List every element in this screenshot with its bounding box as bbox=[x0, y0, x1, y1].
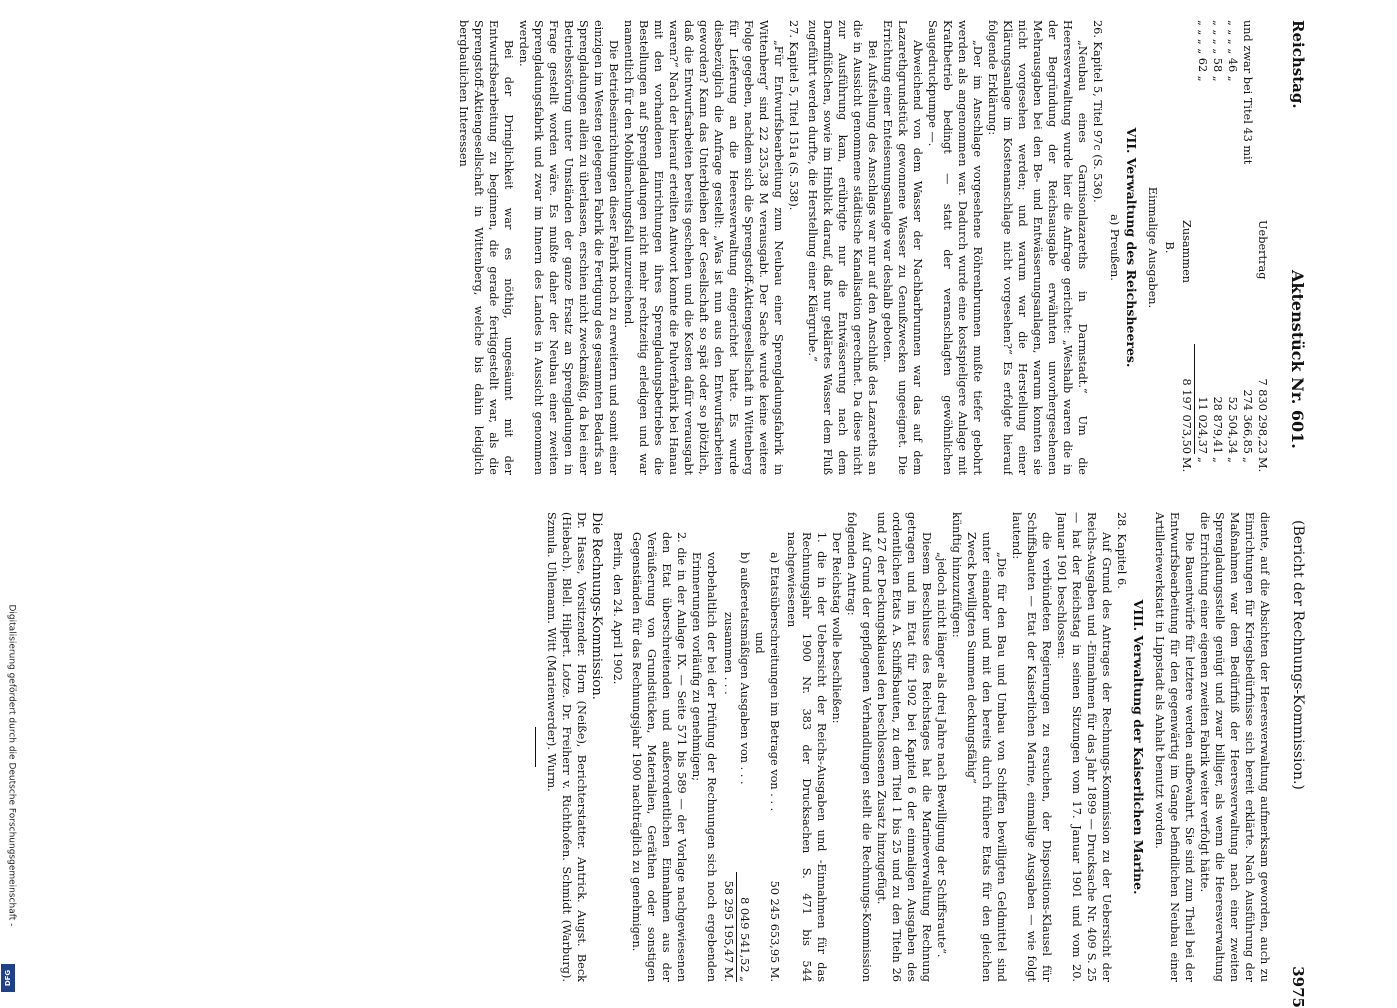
header-note: (Bericht der Rechnungs-Kommission.) bbox=[1290, 520, 1306, 790]
motion-intro: Der Reichstag wolle beschließen: bbox=[830, 532, 843, 724]
item-28-text: Auf Grund des Antrages der Rechnungs-Kommission zu der Uebersicht der Reichs-Ausgaben und -Einnahmen für das Jahr 1899 — Drucksache Nr. 409 S. 25 — hat der Reichstag in seinen Sitzungen vom 17. Januar 1901 und vom 20. Januar 1901 beschlossen: bbox=[1055, 512, 1113, 982]
signatures: Dr. Hasse, Vorsitzender. Horn (Neiße), Berichterstatter. Antrick. Augst. Beck (Hiebach). Blell. Hilpert. Lotze. Dr. Freiherr v. Richthofen. Schmidt (Warburg). Szmula. Uhlemann. Witt (Marienwerder). Wurm. bbox=[545, 512, 588, 982]
zusammen-amount: 58 295 195,47 M. bbox=[721, 872, 737, 982]
item-26-paragraph-c: Bei Aufstellung des Anschlags war nur auf den Anschluß des Lazareths an die in Aussicht genommene städtische Kanalisation gerechnet. Da diese nicht zur Ausführung kam, erübrigte nur die Entwässerung nach dem Darmflüßchen, sowie im Hinblick darauf, daß nur geklärtes Wasser dem Fluß zugeführt werden durfte, die Herstellung einer Klärgrube.“ bbox=[806, 20, 879, 475]
place-date: Berlin, den 24. April 1902. bbox=[611, 532, 624, 685]
closing-rule bbox=[535, 727, 536, 767]
item-1b-label: b) außeretatsmäßigen Ausgaben von . . . bbox=[738, 552, 751, 785]
row-amount: 28 879,41 bbox=[1211, 396, 1224, 454]
section-b: B. bbox=[1163, 241, 1176, 254]
row-unit: M. bbox=[1180, 457, 1194, 473]
item-28-quote-4: „jedoch nicht länger als drei Jahre nach Bewilligung der Schiffsraute“. bbox=[935, 552, 948, 958]
column-right bbox=[112, 512, 1272, 982]
row-label: Zusammen bbox=[1180, 220, 1194, 284]
row-label: „ „ „ „ 58 „ bbox=[1211, 20, 1224, 82]
page-number: 3975 bbox=[1289, 966, 1307, 1008]
dfg-logo bbox=[1, 964, 15, 992]
item-28-quote-2: „Die für den Bau und Umbau von Schiffen bewilligten Geldmittel sind unter einander und mit den bereits durch frühere Etats für den gleichen Zweck bewilligten Summen deckungsfähig“ bbox=[965, 532, 1008, 982]
digitization-credit: Digitalisierung gefördert durch die Deutsche Forschungsgemeinschaft - bbox=[6, 604, 17, 927]
motion-amounts-table bbox=[721, 512, 782, 982]
row-amount: 8 197 073,50 bbox=[1179, 344, 1195, 454]
table-row bbox=[1225, 20, 1240, 475]
item-27-paragraph-b: Die Betriebseinrichtungen dieser Fabrik noch zu erweitern und somit einer einzigen im Westen gelegenen Fabrik die Fertigung des gesammten Bedarfs an Sprengladungen allein zu überlassen, erschien nicht zweckmäßig, da bei einer Betriebsstörung unter Umständen der ganze Ersatz an Sprengladungen in Frage gestellt worden wäre. Es mußte daher der Neubau einer zweiten Sprengladungsfabrik und zwar im Innern des Landes in Aussicht genommen werden. bbox=[517, 20, 620, 475]
row-unit: „ bbox=[1226, 457, 1239, 463]
table-row bbox=[1179, 20, 1195, 475]
item-27-title: 27. Kapitel 5, Titel 151a (S. 538). bbox=[787, 20, 800, 211]
row-label: „ „ „ „ 46 „ bbox=[1226, 20, 1239, 82]
header-document-number: Aktenstück Nr. 601. bbox=[1288, 270, 1307, 449]
row-amount: 7 830 298,23 bbox=[1256, 378, 1269, 454]
row-label: „ „ „ „ 62 „ bbox=[1196, 20, 1209, 82]
item-28-paragraph-b: Diesem Beschlusse des Reichstages hat die Marineverwaltung Rechnung getragen und im Etat für 1902 bei Kapitel 6 der einmaligen Ausgaben des ordentlichen Etats A. Schiffsbauten, zu dem Titel 1 bis 25 und zu den Titeln 26 und 27 der Deckungsklausel den beschlossenen Zusatz hinzugefügt. bbox=[875, 512, 933, 982]
commission-title: Die Rechnungs-Kommission. bbox=[589, 512, 604, 700]
zusammen-label: zusammen . . . bbox=[722, 612, 736, 695]
einmalige-ausgaben: Einmalige Ausgaben. bbox=[1146, 186, 1159, 309]
item-1b-amount: 8 049 541,52 „ bbox=[738, 897, 751, 982]
item-26-quote: „Der im Anschlage vorgesehene Röhrenbrunnen mußte tiefer gebohrt werden als angenommen war. Dadurch wurde eine kostspieligere Anlage mit Kraftbetrieb bedingt — statt der veranschlagten gewöhnlichen Saugedruckpumpe —. bbox=[926, 20, 984, 475]
item-27-paragraph-c: Bei der Dringlichkeit war es nöthig, ungesäumt mit der Entwurfsbearbeitung zu beginnen, die gerade fertiggestellt war, als die Sprengstoff-Aktiengesellschaft in Wittenberg, welche bis dahin lediglich bergbaulichen Interessen bbox=[457, 20, 515, 475]
item-28-title: 28. Kapitel 6. bbox=[1115, 512, 1128, 589]
item-26-paragraph-b: Abweichend von dem Wasser der Nachbarbrunnen war das auf dem Lazarethgrundstück gewonnene Wasser zu Genußzwecken ungeeignet. Die Errichtung einer Enteisenungsanlage war deshalb geboten. bbox=[881, 20, 924, 475]
row-unit: „ bbox=[1241, 457, 1254, 463]
item-26-text: „Neubau eines Garnisonlazareths in Darmstadt.“ Um die Heeresverwaltung wurde hier die Anfrage gerichtet: „Weshalb waren die in der Begründung der Reichsausgabe erwähnten unvorhergesehenen Mehrausgaben bei den Be- und Entwässerungsanlagen, warum konnten sie nicht vorgesehen werden; und warum war die Herstellung einer Klärungsanlage im Kostenanschlage nicht vorgesehen?“ Es erfolgte hierauf folgende Erklärung: bbox=[986, 20, 1089, 475]
row-unit: „ bbox=[1211, 457, 1224, 463]
item-1a-amount: 50 245 653,95 M. bbox=[768, 880, 781, 982]
item-1a-label: a) Etatsüberschreitungen im Betrage von . . . bbox=[768, 552, 781, 812]
motion-item-2: 2. die in der Anlage IX. — Seite 571 bis 589 — der Vorlage nachgewiesenen den Etat überschreitenden und außerordentlichen Einnahmen aus der Veräußerung von Grundstücken, Materialien, Geräthen oder sonstigen Gegenständen für das Rechnungsjahr 1900 nachträglich zu genehmigen. bbox=[630, 532, 688, 982]
row-unit: M. bbox=[1256, 457, 1269, 473]
row-amount: 52 504,34 bbox=[1226, 396, 1239, 454]
und-label: und bbox=[753, 632, 766, 654]
item-26-title: 26. Kapitel 5, Titel 97c (S. 536). bbox=[1091, 20, 1104, 203]
table-row bbox=[1210, 20, 1225, 475]
item-28-quote-3: künftig hinzuzufügen: bbox=[950, 512, 963, 638]
motion-item-1-rest: vorbehaltlich der bei der Prüfung der Rechnungen sich noch ergebenden Erinnerungen vorläufig zu genehmigen; bbox=[690, 552, 718, 982]
row-label: und zwar bei Titel 43 mit bbox=[1241, 20, 1254, 165]
continued-text: diente, auf die Absichten der Heeresverwaltung aufmerksam geworden, auch zu Einrichtungen für Kriegsbedürfnisse sich bereit erklärte. Nach Ausführung der Maßnahmen war dem Bedürfniß der Heeresverwaltung nach einer zweiten Sprengladungsstelle genügt und zwar billiger, als wenn die Heeresverwaltung die Errichtung einer eigenen zweiten Fabrik weiter verfolgt hätte. bbox=[1198, 512, 1271, 982]
row-amount: 11 024,37 bbox=[1196, 396, 1209, 454]
item-28-quote: die verbündeten Regierungen zu ersuchen, der Dispositions-Klausel für Schiffsbauten — Etat der Kaiserlichen Marine, einmalige Ausgaben — wie folgt lautend: bbox=[1010, 512, 1053, 982]
table-row bbox=[1255, 20, 1270, 475]
row-unit: „ bbox=[1196, 457, 1209, 463]
row-label: Uebertrag bbox=[1256, 220, 1269, 280]
table-row bbox=[1240, 20, 1255, 475]
dfg-logo-text: DFG bbox=[4, 969, 12, 987]
header-left: Reichstag. bbox=[1289, 20, 1307, 109]
row-amount: 274 366,85 bbox=[1241, 389, 1254, 454]
table-row bbox=[1195, 20, 1211, 475]
digitization-sidebar bbox=[2, 605, 20, 995]
summary-table bbox=[1179, 20, 1270, 475]
page-header bbox=[1281, 0, 1307, 1008]
heading-vii: VII. Verwaltung des Reichsheeres. bbox=[1124, 127, 1139, 368]
item-28-paragraph-c: Auf Grund der gepflogenen Verhandlungen stellt die Rechnungs-Kommission folgenden Antrag: bbox=[845, 512, 873, 982]
continued-text-2: Die Bauentwürfe für letztere werden aufbewahrt. Sie sind zum Theil bei der Entwurfsbearbeitung für den gegenwärtig im Gange befindlichen Neubau einer Artilleriewerkstatt in Lippstadt als Anhalt benutzt worden. bbox=[1153, 512, 1196, 982]
sub-prussia: a) Preußen. bbox=[1108, 214, 1121, 281]
item-27-text: „Für Entwurfsbearbeitung zum Neubau einer Sprengladungsfabrik in Wittenberg“ sind 22 235,38 M verausgabt. Der Sache wurde keine weitere Folge gegeben, nachdem sich die Sprengstoff-Aktiengesellschaft in Wittenberg für Lieferung an die Heeresverwaltung eingerichtet hatte. Es wurde diesbezüglich die Anfrage gestellt: „Was ist nun aus den Entwurfsarbeiten geworden? Kann das Unterbleiben der Gesellschaft so spät oder so plötzlich, daß die Entwurfsarbeiten bereits geschehen und die Kosten dafür verausgabt waren?“ Nach der hierauf erteilten Antwort konnte die Pulverfabrik bei Hanau mit den vorhandenen Einrichtungen ihres Sprengladungsbetriebes die Bestellungen auf Sprengladungen nicht mehr rechtzeitig erledigen und war namentlich für den Mobilmachungsfall unzureichend. bbox=[622, 20, 785, 475]
motion-item-1: 1. die in der Uebersicht der Reichs-Ausgaben und -Einnahmen für das Rechnungsjahr 1900 Nr. 383 der Drucksachen S. 471 bis 544 nachgewiesenen bbox=[785, 532, 828, 982]
heading-viii: VIII. Verwaltung der Kaiserlichen Marine. bbox=[1131, 599, 1146, 895]
column-left bbox=[112, 20, 1272, 475]
